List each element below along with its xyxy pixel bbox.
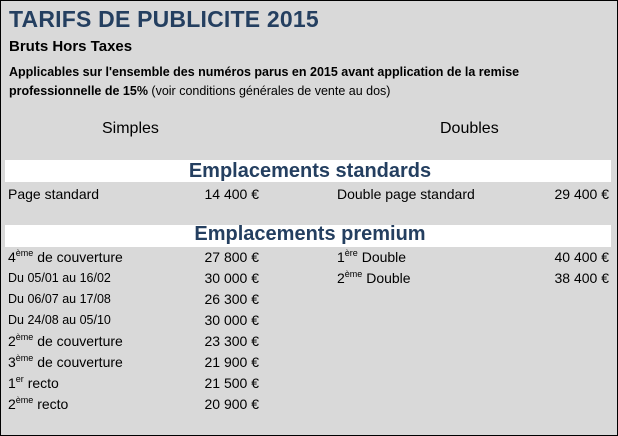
- premium-double-label: 2ème Double: [337, 269, 411, 286]
- page-title: TARIFS DE PUBLICITE 2015: [9, 6, 319, 32]
- page-subtitle: Bruts Hors Taxes: [9, 38, 133, 55]
- premium-double-label: 1ère Double: [337, 248, 407, 265]
- premium-row-label: 2ème de couverture: [8, 332, 123, 349]
- premium-row-label: Du 05/01 au 16/02: [8, 271, 111, 285]
- standards-heading: Emplacements standards: [188, 160, 432, 182]
- column-header-simples: Simples: [102, 120, 159, 137]
- double-page-standard-price: 29 400 €: [554, 186, 609, 202]
- premium-double-price: 40 400 €: [554, 249, 609, 265]
- intro-text: [9, 63, 609, 101]
- premium-row-price: 27 800 €: [204, 249, 259, 265]
- premium-row-price: 30 000 €: [204, 270, 259, 286]
- premium-row-label: Du 24/08 au 05/10: [8, 313, 111, 327]
- premium-row-price: 26 300 €: [204, 291, 259, 307]
- premium-row-price: 21 500 €: [204, 375, 259, 391]
- standard-page-price: 14 400 €: [204, 186, 259, 202]
- premium-heading: Emplacements premium: [194, 223, 426, 245]
- intro-normal: (voir conditions générales de vente au dos): [147, 84, 391, 98]
- premium-row-label: 3ème de couverture: [8, 353, 123, 370]
- premium-row-price: 21 900 €: [204, 354, 259, 370]
- premium-row-price: 30 000 €: [204, 312, 259, 328]
- premium-row-label: 2ème recto: [8, 395, 69, 412]
- standard-page-label: Page standard: [8, 186, 100, 202]
- intro-bold: Applicables sur l'ensemble des numéros parus en 2015 avant application de la remise professionnelle de 15%: [9, 65, 520, 98]
- premium-row-price: 20 900 €: [204, 396, 259, 412]
- double-page-standard-label: Double page standard: [337, 186, 475, 202]
- premium-row-label: Du 06/07 au 17/08: [8, 292, 111, 306]
- premium-row-label: 4ème de couverture: [8, 248, 123, 265]
- premium-row-price: 23 300 €: [204, 333, 259, 349]
- premium-double-price: 38 400 €: [554, 270, 609, 286]
- premium-row-label: 1er recto: [8, 374, 59, 391]
- column-header-doubles: Doubles: [440, 120, 499, 137]
